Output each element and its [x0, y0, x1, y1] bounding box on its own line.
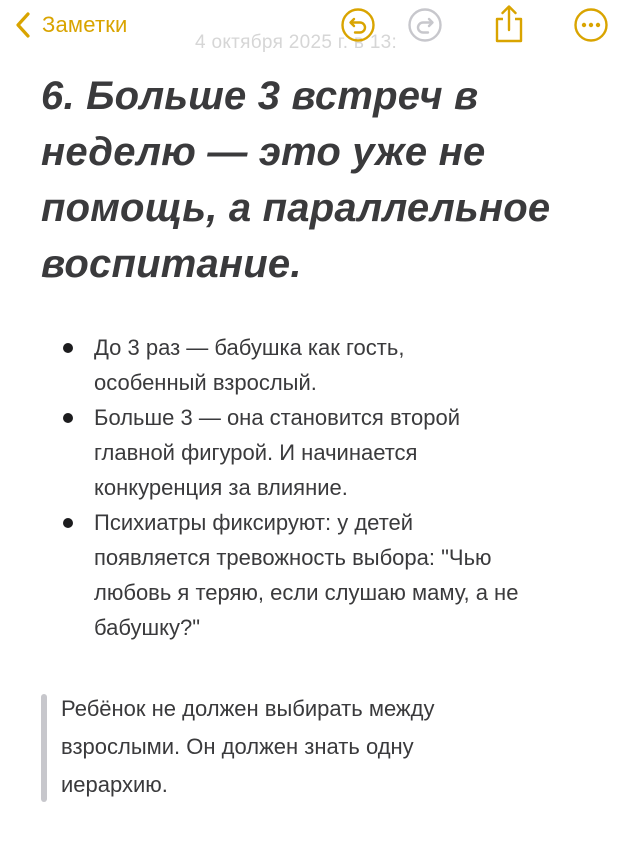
list-item-line: бабушку?": [94, 615, 201, 640]
share-button[interactable]: [490, 3, 528, 45]
list-item-line: появляется тревожность выбора: "Чью: [94, 545, 492, 570]
heading-line: помощь, а параллельное: [41, 186, 551, 230]
list-item-line: конкуренция за влияние.: [94, 475, 348, 500]
list-item-line: До 3 раз — бабушка как гость,: [94, 335, 405, 360]
redo-button[interactable]: [407, 7, 443, 43]
note-heading[interactable]: [41, 68, 611, 292]
redo-icon: [407, 7, 443, 43]
more-icon: [573, 7, 609, 43]
list-item-line: особенный взрослый.: [94, 370, 317, 395]
undo-button[interactable]: [340, 7, 376, 43]
back-button[interactable]: [14, 8, 128, 42]
share-icon: [490, 3, 528, 45]
bullet-list[interactable]: [64, 330, 624, 645]
chevron-left-icon: [14, 11, 32, 39]
quote-line: Ребёнок не должен выбирать между: [61, 696, 435, 721]
quote-line: иерархию.: [61, 772, 168, 797]
bullet-dot-icon: [63, 343, 73, 353]
back-button-label: Заметки: [42, 12, 128, 37]
heading-line: неделю — это уже не: [41, 130, 486, 174]
list-item: [64, 330, 624, 400]
block-quote[interactable]: [41, 690, 601, 802]
list-item-line: Больше 3 — она становится второй: [94, 405, 460, 430]
bullet-dot-icon: [63, 413, 73, 423]
undo-icon: [340, 7, 376, 43]
heading-line: воспитание.: [41, 242, 302, 286]
quote-text: [61, 690, 591, 804]
quote-bar: [41, 694, 47, 802]
heading-line: 6. Больше 3 встреч в: [41, 74, 479, 118]
list-item: [64, 505, 624, 645]
list-item-line: любовь я теряю, если слушаю маму, а не: [94, 580, 519, 605]
more-button[interactable]: [573, 7, 609, 43]
note-date: 4 октября 2025 г. в 13:: [195, 32, 398, 53]
navigation-bar: [0, 0, 640, 56]
bullet-dot-icon: [63, 518, 73, 528]
list-item-line: Психиатры фиксируют: у детей: [94, 510, 414, 535]
list-item-line: главной фигурой. И начинается: [94, 440, 418, 465]
quote-line: взрослыми. Он должен знать одну: [61, 734, 414, 759]
list-item: [64, 400, 624, 505]
